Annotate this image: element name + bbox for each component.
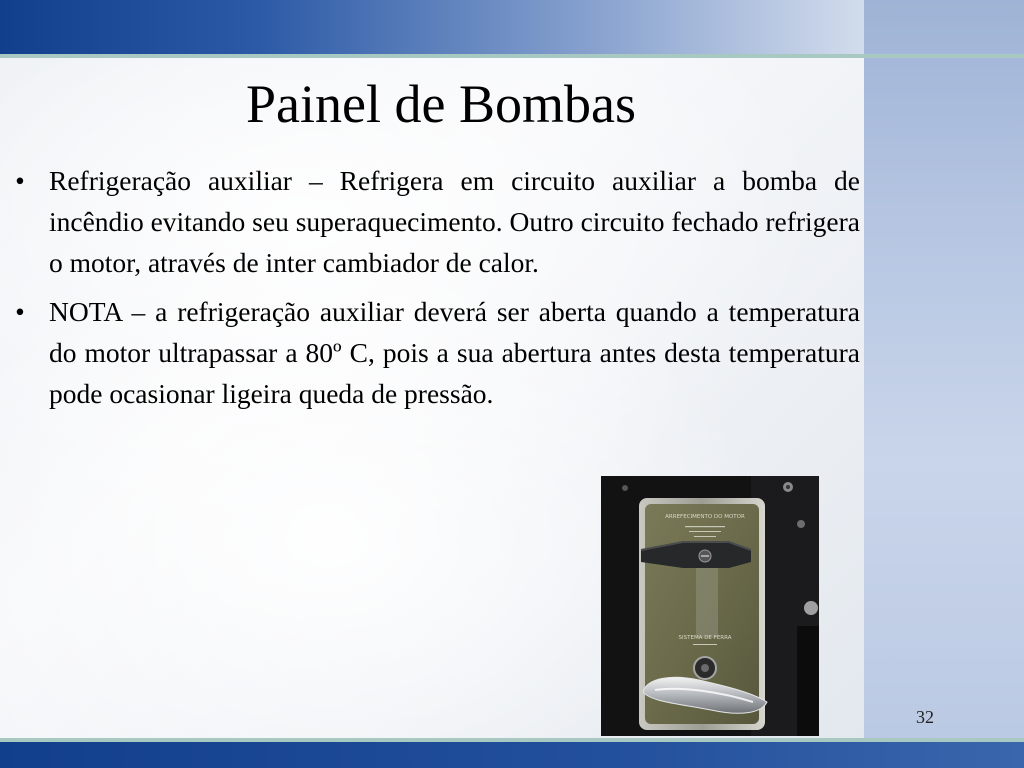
- bullet-text: Refrigeração auxiliar – Refrigera em circuito auxiliar a bomba de incêndio evitando seu superaquecimento. Outro circuito fechado refrigera o motor, através de inter cambiador de calor.: [49, 165, 860, 278]
- bullet-item: [10, 291, 860, 414]
- pump-panel-photo: [601, 476, 819, 736]
- bottom-bar: [0, 742, 1024, 768]
- bullet-list: [10, 160, 860, 422]
- slide-title: Painel de Bombas: [246, 74, 636, 134]
- side-panel: [864, 0, 1024, 768]
- top-bar: [0, 0, 864, 54]
- bullet-marker: •: [15, 165, 25, 196]
- pump-panel-illustration: [601, 476, 819, 736]
- bullet-marker: •: [15, 296, 25, 327]
- bullet-item: [10, 160, 860, 283]
- bullet-text: NOTA – a refrigeração auxiliar deverá ser aberta quando a temperatura do motor ultrapassar a 80º C, pois a sua abertura antes desta temperatura pode ocasionar ligeira queda de pressão.: [49, 296, 860, 409]
- page-number: 32: [916, 707, 934, 727]
- top-accent-line: [0, 54, 1024, 58]
- plate-text-top: ARREFECIMENTO DO MOTOR: [665, 514, 745, 520]
- plate-text-bottom: SISTEMA DE FERRA: [678, 635, 732, 641]
